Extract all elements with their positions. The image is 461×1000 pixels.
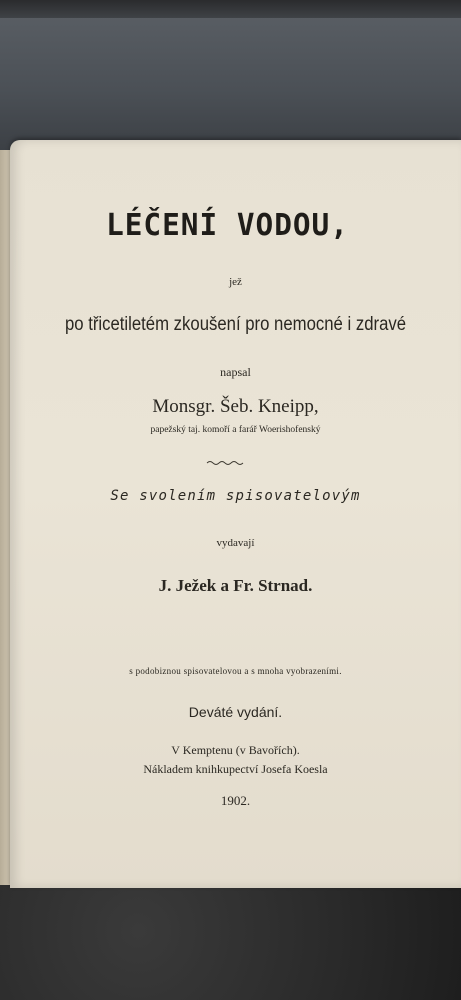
publication-year: 1902. — [220, 793, 251, 808]
table-surface — [0, 0, 461, 150]
book-title: LÉČENÍ VODOU, — [106, 208, 349, 243]
publication-place: V Kemptenu (v Bavořích). — [171, 743, 300, 757]
book-subtitle: po třicetiletém zkoušení pro nemocné i zdravé — [64, 314, 407, 335]
edition-line: Deváté vydání. — [188, 704, 283, 720]
publisher-press: Nákladem knihkupectví Josefa Koesla — [143, 762, 328, 776]
author-name: Monsgr. Šeb. Kneipp, — [152, 396, 319, 417]
portrait-note: s podobiznou spisovatelovou a s mnoha vyobrazeními. — [129, 666, 342, 676]
publisher-label: vydavají — [216, 537, 255, 549]
book-cover-bottom — [0, 885, 461, 1000]
table-edge — [0, 0, 461, 18]
title-page — [10, 140, 461, 888]
author-title: papežský taj. komoří a farář Woerishofenský — [150, 425, 321, 435]
ornament-divider — [206, 460, 244, 466]
publishers-names: J. Ježek a Fr. Strnad. — [158, 576, 313, 595]
wrote-label: napsal — [220, 365, 251, 379]
connector-word: jež — [229, 276, 242, 288]
permission-line: Se svolením spisovatelovým — [110, 488, 361, 504]
